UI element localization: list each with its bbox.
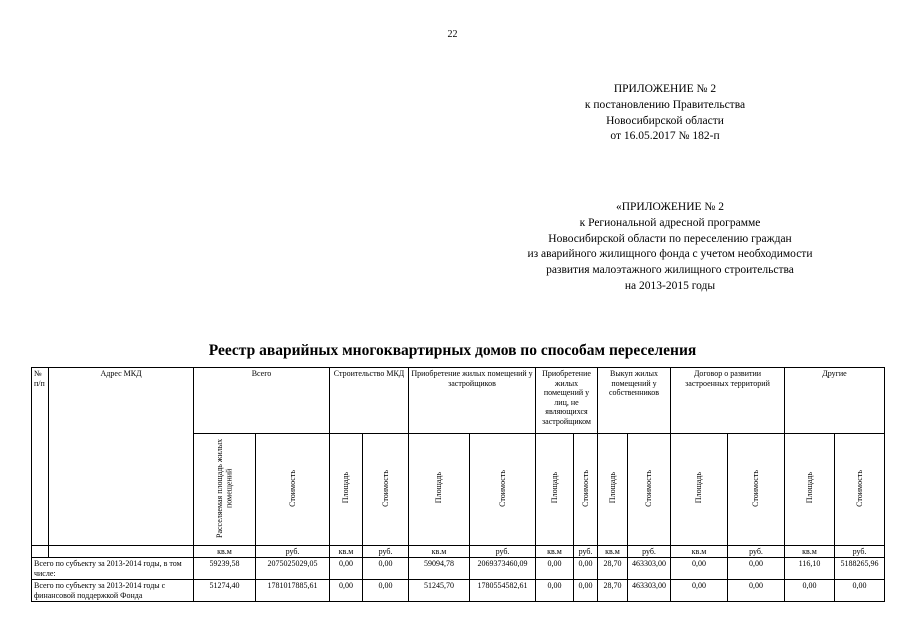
appendix1-line: ПРИЛОЖЕНИЕ № 2 [613,83,717,95]
col-num-header: № п/п [32,368,49,546]
table-cell: 463303,00 [628,558,671,580]
table-cell: 28,70 [598,558,628,580]
table-cell: 59239,58 [194,558,256,580]
table-cell: 0,00 [574,580,598,602]
appendix2-line: на 2013-2015 годы [624,279,716,292]
unit-cell: кв.м [598,545,628,558]
sub-header: Стоимость [854,469,864,507]
table-cell: 5188265,96 [835,558,885,580]
appendix2-line: «ПРИЛОЖЕНИЕ № 2 [615,201,724,213]
group-header: Строительство МКД [330,368,409,434]
sub-header: Площадь [694,472,704,504]
appendix-header-resolution [540,82,790,145]
row-label: Всего по субъекту за 2013-2014 годы с финансовой поддержкой Фонда [32,580,194,602]
unit-row [32,545,885,558]
unit-cell: кв.м [671,545,728,558]
table-cell: 2075025029,05 [256,558,330,580]
registry-table [31,367,885,602]
table-row [32,580,885,602]
sub-header: Стоимость [497,469,507,507]
table-cell: 0,00 [536,558,574,580]
sub-header: Площадь [804,472,814,504]
appendix1-line: к постановлению Правительства [584,98,746,111]
sub-header: Расселяемая площадь жилых помещений [215,438,234,538]
group-header: Выкуп жилых помещений у собственников [598,368,671,434]
unit-cell: кв.м [785,545,835,558]
group-header: Всего [194,368,330,434]
unit-cell: руб. [470,545,536,558]
table-cell: 0,00 [835,580,885,602]
group-header: Другие [785,368,885,434]
table-cell: 51245,70 [409,580,470,602]
table-cell: 28,70 [598,580,628,602]
appendix1-line: от 16.05.2017 № 182-п [610,130,720,143]
table-cell: 0,00 [363,580,409,602]
unit-cell: руб. [574,545,598,558]
unit-cell: руб. [728,545,785,558]
appendix2-line: Новосибирской области по переселению граждан [548,232,792,245]
appendix1-line: Новосибирской области [606,114,724,127]
unit-cell: кв.м [409,545,470,558]
appendix2-line: к Региональной адресной программе [579,216,761,229]
table-cell: 0,00 [671,558,728,580]
table-cell: 0,00 [785,580,835,602]
table-cell: 1781017885,61 [256,580,330,602]
row-label: Всего по субъекту за 2013-2014 годы, в том числе: [32,558,194,580]
table-cell: 0,00 [671,580,728,602]
sub-header: Площадь [607,472,617,504]
table-cell: 0,00 [363,558,409,580]
unit-cell: руб. [835,545,885,558]
unit-cell: кв.м [536,545,574,558]
sub-header: Стоимость [580,469,590,507]
sub-header: Стоимость [287,469,297,507]
table-cell: 59094,78 [409,558,470,580]
group-header: Приобретение жилых помещений у лиц, не являющихся застройщиком [536,368,598,434]
table-cell: 2069373460,09 [470,558,536,580]
table-cell: 0,00 [330,580,363,602]
appendix2-line: развития малоэтажного жилищного строительства [546,264,794,277]
group-header: Договор о развитии застроенных территорий [671,368,785,434]
sub-header: Стоимость [751,469,761,507]
unit-cell: кв.м [194,545,256,558]
page-number: 22 [447,29,458,40]
registry-title: Реестр аварийных многоквартирных домов по способам переселения [208,342,697,359]
table-cell: 0,00 [536,580,574,602]
table-cell: 51274,40 [194,580,256,602]
table-cell: 0,00 [728,558,785,580]
appendix-header-program [490,200,850,295]
unit-cell: кв.м [330,545,363,558]
sub-header: Стоимость [644,469,654,507]
col-address-header: Адрес МКД [49,368,194,546]
table-row [32,558,885,580]
sub-header: Площадь [434,472,444,504]
table-cell: 0,00 [728,580,785,602]
sub-header: Стоимость [380,469,390,507]
table-cell: 116,10 [785,558,835,580]
sub-header: Площадь [341,472,351,504]
appendix2-line: из аварийного жилищного фонда с учетом необходимости [527,248,813,261]
table-cell: 463303,00 [628,580,671,602]
table-cell: 0,00 [330,558,363,580]
table-cell: 1780554582,61 [470,580,536,602]
unit-cell: руб. [363,545,409,558]
group-header-row [32,368,885,434]
unit-cell: руб. [256,545,330,558]
group-header: Приобретение жилых помещений у застройщиков [409,368,536,434]
table-cell: 0,00 [574,558,598,580]
sub-header: Площадь [549,472,559,504]
unit-cell: руб. [628,545,671,558]
